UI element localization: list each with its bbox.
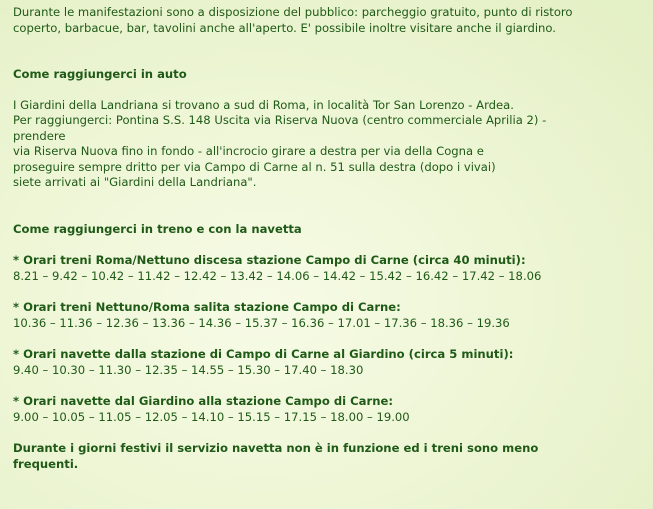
auto-heading: Come raggiungerci in auto — [13, 67, 187, 81]
auto-line: I Giardini della Landriana si trovano a sud di Roma, in località Tor San Lorenzo - Ardea. — [13, 97, 514, 112]
holiday-note — [13, 441, 645, 472]
schedule-block — [13, 253, 645, 284]
treno-heading: Come raggiungerci in treno e con la navetta — [13, 221, 302, 236]
schedule-times: 9.40 – 10.30 – 11.30 – 12.35 – 14.55 – 15.30 – 17.40 – 18.30 — [13, 362, 364, 377]
schedule-times: 9.00 – 10.05 – 11.05 – 12.05 – 14.10 – 15.15 – 17.15 – 18.00 – 19.00 — [13, 409, 410, 424]
schedule-title: * Orari navette dal Giardino alla stazione Campo di Carne: — [13, 394, 393, 408]
auto-line: proseguire sempre dritto per via Campo di Carne al n. 51 sulla destra (dopo i vivai) — [13, 159, 496, 174]
schedule-block — [13, 300, 645, 331]
schedule-title: * Orari treni Roma/Nettuno discesa stazione Campo di Carne (circa 40 minuti): — [13, 253, 526, 267]
note-line: frequenti. — [13, 456, 79, 471]
auto-line: Per raggiungerci: Pontina S.S. 148 Uscita via Riserva Nuova (centro commerciale Aprilia 2) - — [13, 113, 547, 127]
note-line: Durante i giorni festivi il servizio navetta non è in funzione ed i treni sono meno — [13, 441, 539, 455]
auto-line: prendere — [13, 128, 66, 143]
schedule-block — [13, 347, 645, 378]
schedule-times: 10.36 – 11.36 – 12.36 – 13.36 – 14.36 – 15.37 – 16.36 – 17.01 – 17.36 – 18.36 – 19.36 — [13, 315, 510, 330]
schedule-title: * Orari treni Nettuno/Roma salita stazione Campo di Carne: — [13, 300, 401, 314]
auto-line: via Riserva Nuova fino in fondo - all'incrocio girare a destra per via della Cogna e — [13, 144, 484, 158]
schedule-block — [13, 394, 645, 425]
intro-paragraph — [13, 5, 645, 36]
schedule-title: * Orari navette dalla stazione di Campo di Carne al Giardino (circa 5 minuti): — [13, 347, 514, 361]
auto-directions — [13, 98, 645, 191]
auto-line: siete arrivati ai "Giardini della Landriana". — [13, 175, 257, 189]
intro-line: coperto, barbacue, bar, tavolini anche all'aperto. E' possibile inoltre visitare anche il giardino. — [13, 20, 556, 35]
intro-line: Durante le manifestazioni sono a disposizione del pubblico: parcheggio gratuito, punto di ristoro — [13, 5, 573, 19]
schedule-times: 8.21 – 9.42 – 10.42 – 11.42 – 12.42 – 13.42 – 14.06 – 14.42 – 15.42 – 16.42 – 17.42 – 18.06 — [13, 268, 542, 283]
